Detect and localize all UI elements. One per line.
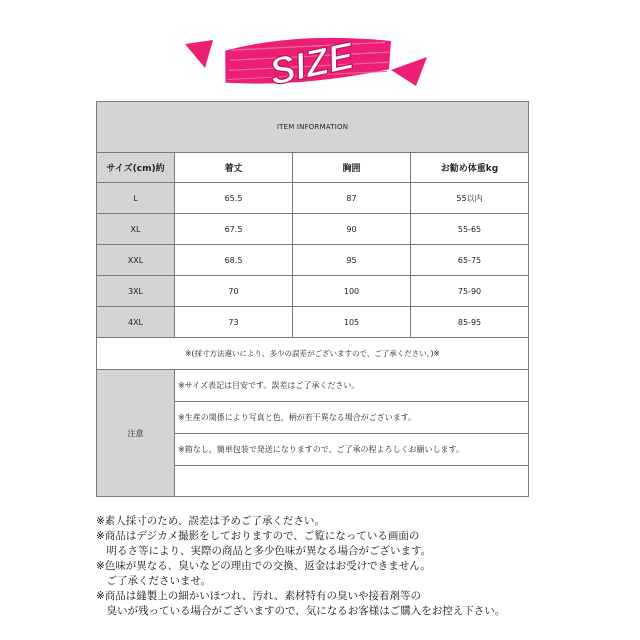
weight-cell: 55-65: [411, 214, 529, 245]
left-triangle-decoration: [185, 40, 213, 68]
column-header: 着丈: [175, 153, 293, 183]
brush-stroke: [223, 32, 394, 97]
length-cell: 68.5: [175, 245, 293, 276]
column-header: お勧め体重kg: [411, 153, 529, 183]
length-cell: 67.5: [175, 214, 293, 245]
column-header: サイズ(cm)約: [97, 153, 175, 183]
table-row: [97, 276, 529, 307]
footer-line: ※色味が異なる、臭いなどの理由での交換、返金はお受けできません。: [96, 560, 431, 572]
table-row: [97, 183, 529, 214]
weight-cell: 75-90: [411, 276, 529, 307]
column-header: 胸囲: [293, 153, 411, 183]
size-cell: 4XL: [97, 307, 175, 338]
size-cell: 3XL: [97, 276, 175, 307]
chest-cell: 87: [293, 183, 411, 214]
footer-line: 明るさ等により、実際の商品と多少色味が異なる場合がございます。: [96, 545, 432, 557]
size-table: [96, 101, 529, 497]
note-item: ※生産の関係により写真と色，柄が若干異なる場合がございます。: [175, 402, 529, 434]
footer-line: ご了承くださいませ。: [96, 575, 212, 587]
column-header-row: [97, 153, 529, 183]
size-cell: XL: [97, 214, 175, 245]
chest-cell: 95: [293, 245, 411, 276]
weight-cell: 85-95: [411, 307, 529, 338]
table-row: [97, 214, 529, 245]
length-cell: 65.5: [175, 183, 293, 214]
size-cell: L: [97, 183, 175, 214]
size-cell: XXL: [97, 245, 175, 276]
table-row: [97, 307, 529, 338]
note-item: ※箱なし，簡単包装で発送になりますので、ご了承の程よろしくお願いします。: [175, 434, 529, 466]
chest-cell: 100: [293, 276, 411, 307]
note-item: ※サイズ表記は目安です。誤差はご了承ください。: [175, 370, 529, 402]
footer-line: ※商品はデジカメ撮影をしておりますので、ご覧になっている画面の: [96, 530, 420, 542]
size-banner: [0, 0, 640, 100]
weight-cell: 65-75: [411, 245, 529, 276]
length-cell: 73: [175, 307, 293, 338]
banner-title: SIZE: [266, 35, 358, 94]
footer-line: ※商品は縫製上の細かいほつれ、汚れ、素材特有の臭いや接着剤等の: [96, 590, 422, 602]
chest-cell: 105: [293, 307, 411, 338]
measurement-comment: ※(採寸方法違いにより、多少の誤差がございますので、ご了承ください。)※: [97, 338, 529, 370]
length-cell: 70: [175, 276, 293, 307]
chest-cell: 90: [293, 214, 411, 245]
notes-label: 注意: [97, 370, 175, 497]
weight-cell: 55以内: [411, 183, 529, 214]
footer-notes: [96, 514, 596, 619]
footer-line: ※素人採寸のため、誤差は予めご了承ください。: [96, 515, 325, 527]
footer-line: 臭いが残っている場合がございますので、気になるお客様はご購入をお控え下さい。: [96, 605, 506, 617]
right-triangle-decoration: [391, 57, 427, 86]
table-row: [97, 245, 529, 276]
table-header: ITEM INFORMATION: [97, 102, 529, 153]
note-empty-cell: [175, 466, 529, 497]
